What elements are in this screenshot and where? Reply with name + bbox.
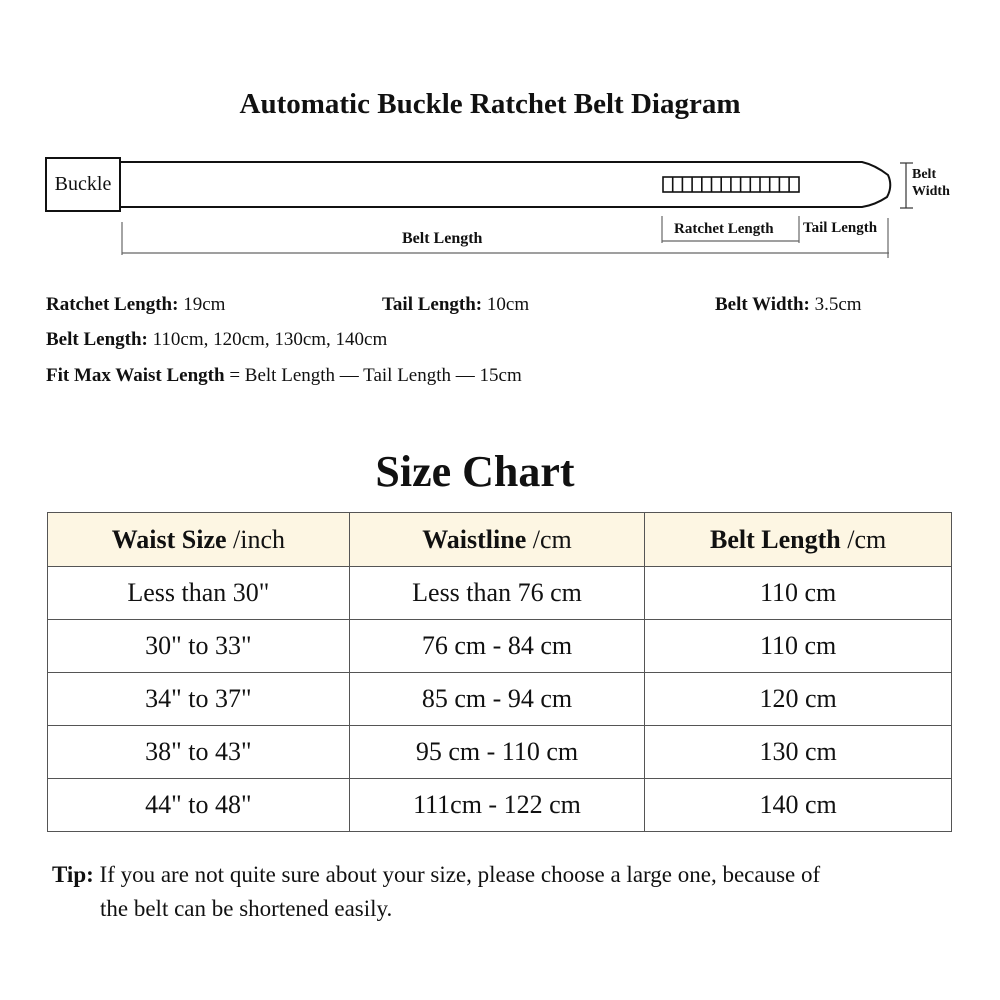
header-waistline: Waistline /cm	[349, 513, 644, 567]
spec-label: Belt Length:	[46, 329, 148, 350]
spec-belt-lengths	[46, 329, 387, 351]
ratchet-teeth-icon	[663, 177, 799, 192]
tip-line1: If you are not quite sure about your size, please choose a large one, because of	[93, 862, 821, 887]
size-chart-title: Size Chart	[375, 447, 575, 496]
tip-label: Tip:	[52, 862, 94, 887]
header-waist-size: Waist Size /inch	[48, 513, 350, 567]
ratchet-length-dimension-label: Ratchet Length	[674, 221, 774, 237]
cell-belt-length: 110 cm	[645, 567, 952, 620]
tail-length-dimension-label: Tail Length	[803, 220, 878, 236]
spec-tail-length	[382, 294, 529, 316]
cell-waistline: 111cm - 122 cm	[349, 779, 644, 832]
belt-length-dimension-label: Belt Length	[402, 230, 483, 247]
cell-waistline: Less than 76 cm	[349, 567, 644, 620]
table-row	[48, 567, 952, 620]
spec-formula	[46, 365, 522, 387]
cell-belt-length: 110 cm	[645, 620, 952, 673]
spec-value: 110cm, 120cm, 130cm, 140cm	[147, 329, 388, 350]
size-chart-table	[47, 512, 952, 832]
cell-belt-length: 140 cm	[645, 779, 952, 832]
table-row	[48, 673, 952, 726]
table-row	[48, 779, 952, 832]
belt-width-line2: Width	[912, 184, 950, 199]
spec-belt-width	[715, 294, 862, 316]
table-row	[48, 726, 952, 779]
spec-label: Fit Max Waist Length	[46, 365, 225, 386]
cell-belt-length: 120 cm	[645, 673, 952, 726]
cell-waistline: 76 cm - 84 cm	[349, 620, 644, 673]
cell-waist-size: 30" to 33"	[48, 620, 350, 673]
belt-width-dimension-label	[912, 166, 950, 200]
cell-waist-size: 34" to 37"	[48, 673, 350, 726]
cell-waist-size: Less than 30"	[48, 567, 350, 620]
spec-label: Ratchet Length:	[46, 294, 179, 315]
belt-width-line1: Belt	[912, 167, 937, 182]
diagram-title: Automatic Buckle Ratchet Belt Diagram	[239, 88, 741, 120]
spec-value: 10cm	[482, 294, 530, 315]
spec-ratchet-length	[46, 294, 225, 316]
cell-belt-length: 130 cm	[645, 726, 952, 779]
table-row	[48, 620, 952, 673]
table-header-row	[48, 513, 952, 567]
buckle-label: Buckle	[54, 173, 112, 195]
spec-value: 19cm	[178, 294, 226, 315]
cell-waist-size: 38" to 43"	[48, 726, 350, 779]
tip-line2: the belt can be shortened easily.	[100, 896, 393, 921]
cell-waist-size: 44" to 48"	[48, 779, 350, 832]
cell-waistline: 85 cm - 94 cm	[349, 673, 644, 726]
cell-waistline: 95 cm - 110 cm	[349, 726, 644, 779]
spec-label: Tail Length:	[382, 294, 483, 315]
header-belt-length: Belt Length /cm	[645, 513, 952, 567]
spec-label: Belt Width:	[715, 294, 810, 315]
tip-note	[52, 858, 952, 926]
spec-value: 3.5cm	[809, 294, 862, 315]
spec-value: = Belt Length — Tail Length — 15cm	[224, 365, 522, 386]
